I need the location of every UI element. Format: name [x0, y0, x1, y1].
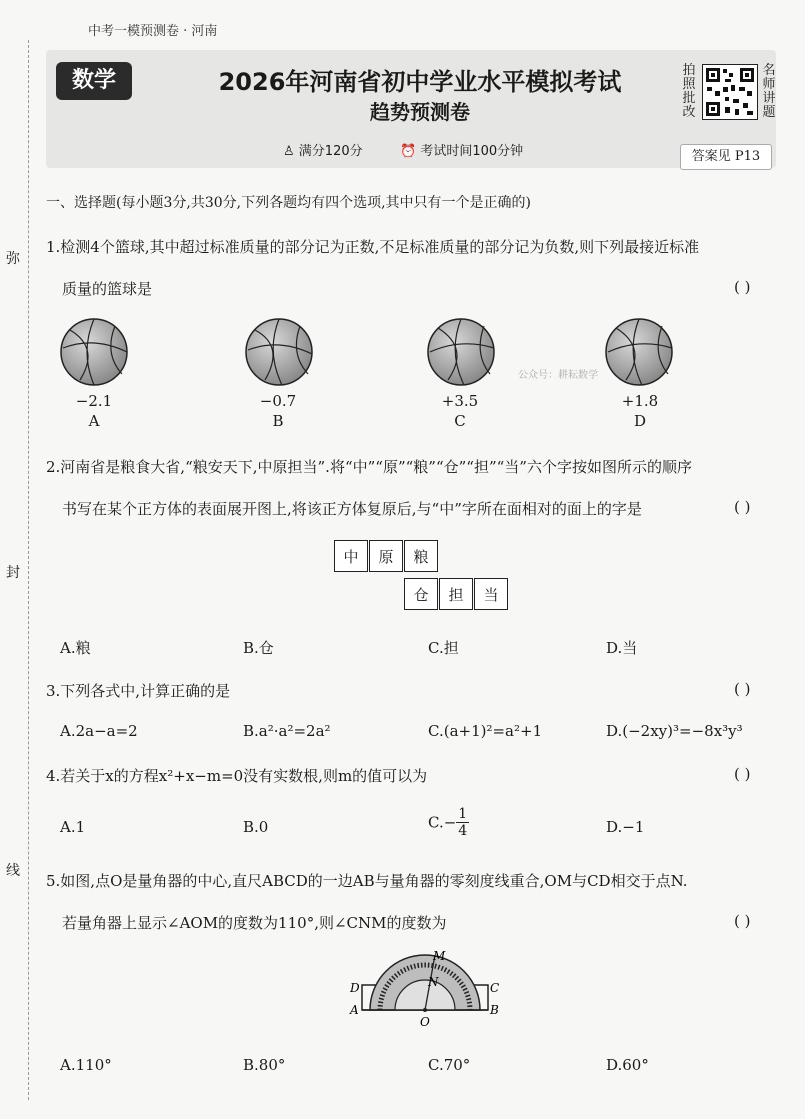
section-heading: 一、选择题(每小题3分,共30分,下列各题均有四个选项,其中只有一个是正确的)	[46, 195, 531, 211]
ball-c-value: +3.5	[441, 392, 479, 410]
margin-mark-xian: 线	[6, 863, 20, 879]
net-cell-dang: 当	[474, 578, 508, 610]
binding-line	[28, 40, 29, 1100]
q3-option-a[interactable]: A.2a−a=2	[60, 722, 138, 740]
watermark: 公众号：耕耘数学	[518, 370, 598, 381]
label-o: O	[420, 1015, 430, 1029]
label-m: M	[433, 950, 446, 963]
ball-a-value: −2.1	[75, 392, 113, 410]
q4-answer-blank[interactable]: ( )	[734, 765, 751, 783]
fraction-numerator: 1	[458, 806, 468, 822]
label-c: C	[490, 981, 500, 995]
person-icon: ♙	[283, 144, 295, 159]
q2-option-c[interactable]: C.担	[428, 639, 459, 657]
q4-option-b[interactable]: B.0	[243, 818, 269, 836]
point-o	[423, 1008, 427, 1012]
net-cell-cang: 仓	[404, 578, 438, 610]
full-score-text: 满分120分	[298, 144, 363, 159]
label-n: N	[428, 975, 439, 989]
q3-stem: 3.下列各式中,计算正确的是	[46, 682, 231, 700]
full-score	[283, 140, 363, 159]
protractor-ruler-figure	[340, 950, 510, 1030]
exam-title: 2026年河南省初中学业水平模拟考试	[218, 68, 622, 96]
net-cell-zhong: 中	[334, 540, 368, 572]
q5-stem-line1: 5.如图,点O是量角器的中心,直尺ABCD的一边AB与量角器的零刻度线重合,OM与CD相交于点N.	[46, 872, 688, 890]
label-b: B	[490, 1003, 499, 1017]
q4-option-c[interactable]	[428, 806, 469, 839]
cube-net	[334, 540, 514, 612]
q2-stem-line1: 2.河南省是粮食大省,“粮安天下,中原担当”.将“中”“原”“粮”“仓”“担”“当”六个字按如图所示的顺序	[46, 458, 692, 476]
q2-option-b[interactable]: B.仓	[243, 639, 274, 657]
q4-stem: 4.若关于x的方程x²+x−m=0没有实数根,则m的值可以为	[46, 767, 428, 785]
series-label: 中考一模预测卷 · 河南	[88, 24, 218, 39]
margin-mark-mi: 弥	[6, 251, 20, 267]
basketball-row	[60, 318, 500, 388]
ball-a-letter: A	[88, 412, 100, 430]
ball-d-value: +1.8	[621, 392, 659, 410]
q1-stem-line2: 质量的篮球是	[62, 280, 153, 298]
basketball-d-icon	[604, 318, 674, 388]
q5-stem-line2: 若量角器上显示∠AOM的度数为110°,则∠CNM的度数为	[62, 914, 447, 932]
q4-option-c-prefix: C.−	[428, 813, 457, 832]
basketball-a-icon	[61, 319, 127, 385]
q1-stem-line1: 1.检测4个篮球,其中超过标准质量的部分记为正数,不足标准质量的部分记为负数,则下列最接近标准	[46, 238, 700, 256]
q5-option-d[interactable]: D.60°	[606, 1056, 649, 1074]
exam-time	[400, 140, 523, 159]
q4-option-c-fraction	[456, 806, 469, 839]
basketball-b-icon	[246, 319, 312, 385]
q5-option-b[interactable]: B.80°	[243, 1056, 286, 1074]
scan-label: 拍照批改	[682, 63, 696, 120]
q3-option-c[interactable]: C.(a+1)²=a²+1	[428, 722, 543, 740]
q4-option-a[interactable]: A.1	[60, 818, 86, 836]
exam-time-text: 考试时间100分钟	[420, 144, 524, 159]
margin-mark-feng: 封	[6, 565, 20, 581]
answer-reference: 答案见 P13	[680, 144, 772, 170]
net-cell-liang: 粮	[404, 540, 438, 572]
q1-answer-blank[interactable]: ( )	[734, 278, 751, 296]
alarm-clock-icon: ⏰	[400, 144, 417, 159]
q2-answer-blank[interactable]: ( )	[734, 498, 751, 516]
q3-answer-blank[interactable]: ( )	[734, 680, 751, 698]
q4-option-d[interactable]: D.−1	[606, 818, 645, 836]
fraction-denominator: 4	[458, 823, 468, 839]
teacher-label: 名师讲题	[762, 63, 776, 120]
q2-option-d[interactable]: D.当	[606, 639, 638, 657]
q5-answer-blank[interactable]: ( )	[734, 912, 751, 930]
q2-option-a[interactable]: A.粮	[60, 639, 91, 657]
q2-stem-line2: 书写在某个正方体的表面展开图上,将该正方体复原后,与“中”字所在面相对的面上的字是	[62, 500, 642, 518]
q3-option-b[interactable]: B.a²·a²=2a²	[243, 722, 331, 740]
ball-b-value: −0.7	[259, 392, 297, 410]
q5-option-c[interactable]: C.70°	[428, 1056, 471, 1074]
qr-code[interactable]	[702, 64, 758, 120]
ball-b-letter: B	[272, 412, 284, 430]
net-cell-dan: 担	[439, 578, 473, 610]
q5-option-a[interactable]: A.110°	[60, 1056, 112, 1074]
q3-option-d[interactable]: D.(−2xy)³=−8x³y³	[606, 722, 743, 740]
subject-badge: 数学	[56, 62, 132, 100]
label-d: D	[350, 981, 360, 995]
label-a: A	[350, 1003, 359, 1017]
ball-d-letter: D	[633, 412, 647, 430]
exam-subtitle: 趋势预测卷	[370, 100, 470, 124]
ball-c-letter: C	[454, 412, 466, 430]
net-cell-yuan: 原	[369, 540, 403, 572]
basketball-c-icon	[428, 319, 494, 385]
